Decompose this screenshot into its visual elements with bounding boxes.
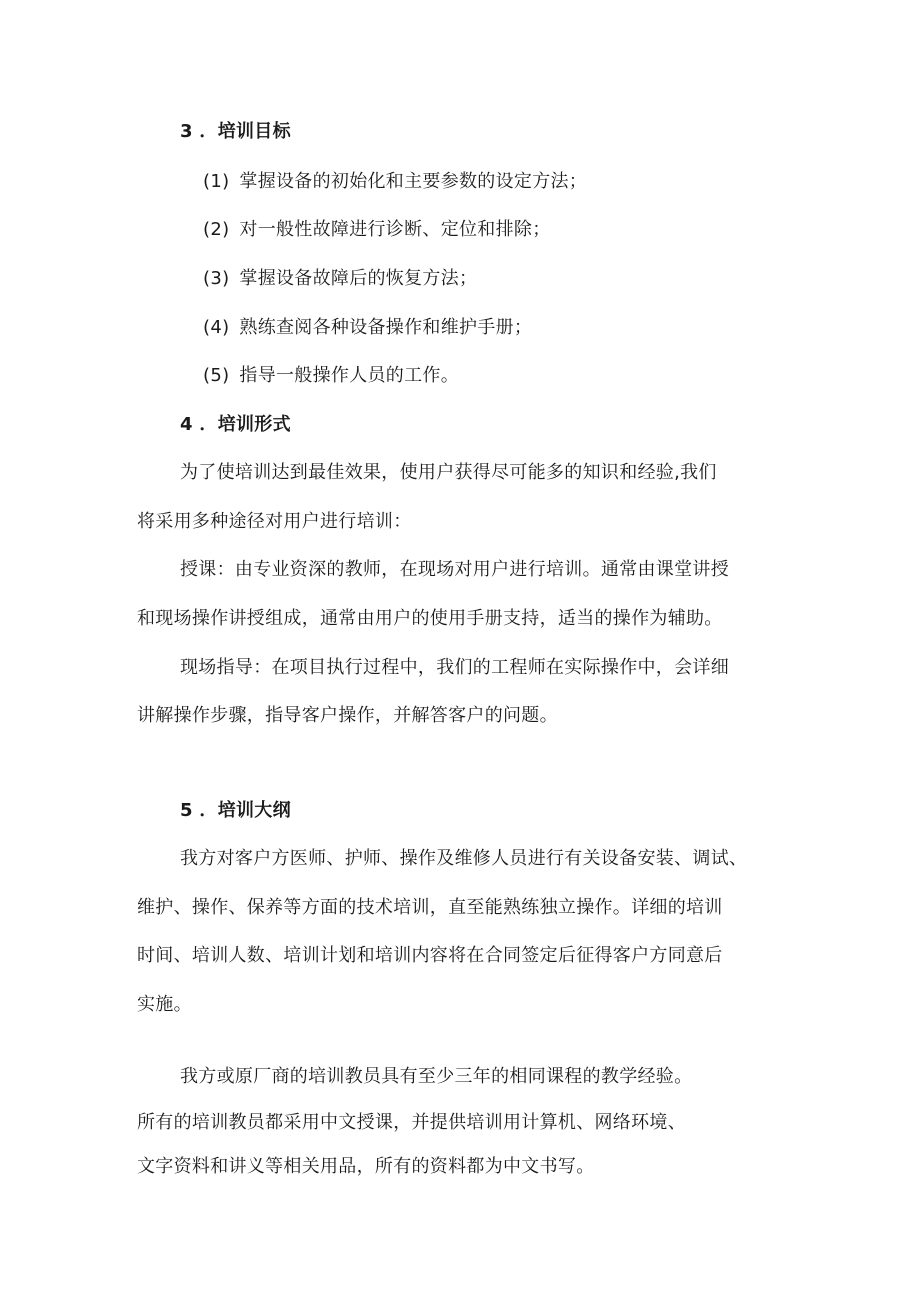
onsite-line-2: 讲解操作步骤，指导客户操作，并解答客户的问题。 <box>137 705 558 726</box>
goal-item-5-text: 指导一般操作人员的工作。 <box>239 365 460 386</box>
section-3-heading: 3 ．培训目标 <box>180 121 291 142</box>
goal-item-5-number: (5) <box>203 365 230 386</box>
outline-para1-line-4: 实施。 <box>137 994 192 1015</box>
goal-item-5 <box>203 364 459 388</box>
outline-para1-line-1: 我方对客户方医师、护师、操作及维修人员进行有关设备安装、调试、 <box>180 848 748 869</box>
section-4-heading: 4 ．培训形式 <box>180 414 291 435</box>
outline-para3-line-2: 文字资料和讲义等相关用品，所有的资料都为中文书写。 <box>137 1156 595 1177</box>
goal-item-1-number: (1) <box>203 171 230 192</box>
goal-item-4 <box>203 316 532 340</box>
lecture-line-1: 授课：由专业资深的教师，在现场对用户进行培训。通常由课堂讲授 <box>180 559 729 580</box>
goal-item-1-text: 掌握设备的初始化和主要参数的设定方法； <box>239 171 588 192</box>
goal-item-3-number: (3) <box>203 268 230 289</box>
goal-item-2-number: (2) <box>203 219 230 240</box>
goal-item-4-text: 熟练查阅各种设备操作和维护手册； <box>239 317 533 338</box>
goal-item-2 <box>203 218 551 242</box>
goal-item-1 <box>203 170 587 194</box>
intro-line-2: 将采用多种途径对用户进行培训： <box>137 511 412 532</box>
goal-item-3-text: 掌握设备故障后的恢复方法； <box>239 268 478 289</box>
goal-item-2-text: 对一般性故障进行诊断、定位和排除； <box>239 219 551 240</box>
outline-para3-line-1: 所有的培训教员都采用中文授课，并提供培训用计算机、网络环境、 <box>137 1112 686 1133</box>
outline-para2: 我方或原厂商的培训教员具有至少三年的相同课程的教学经验。 <box>180 1066 693 1087</box>
goal-item-4-number: (4) <box>203 317 230 338</box>
onsite-line-1: 现场指导：在项目执行过程中，我们的工程师在实际操作中，会详细 <box>180 657 729 678</box>
outline-para1-line-2: 维护、操作、保养等方面的技术培训，直至能熟练独立操作。详细的培训 <box>137 897 723 918</box>
lecture-line-2: 和现场操作讲授组成，通常由用户的使用手册支持，适当的操作为辅助。 <box>137 608 723 629</box>
intro-line-1: 为了使培训达到最佳效果，使用户获得尽可能多的知识和经验,我们 <box>180 462 717 483</box>
goal-item-3 <box>203 267 477 291</box>
section-5-heading: 5 ．培训大纲 <box>180 800 291 821</box>
outline-para1-line-3: 时间、培训人数、培训计划和培训内容将在合同签定后征得客户方同意后 <box>137 945 723 966</box>
